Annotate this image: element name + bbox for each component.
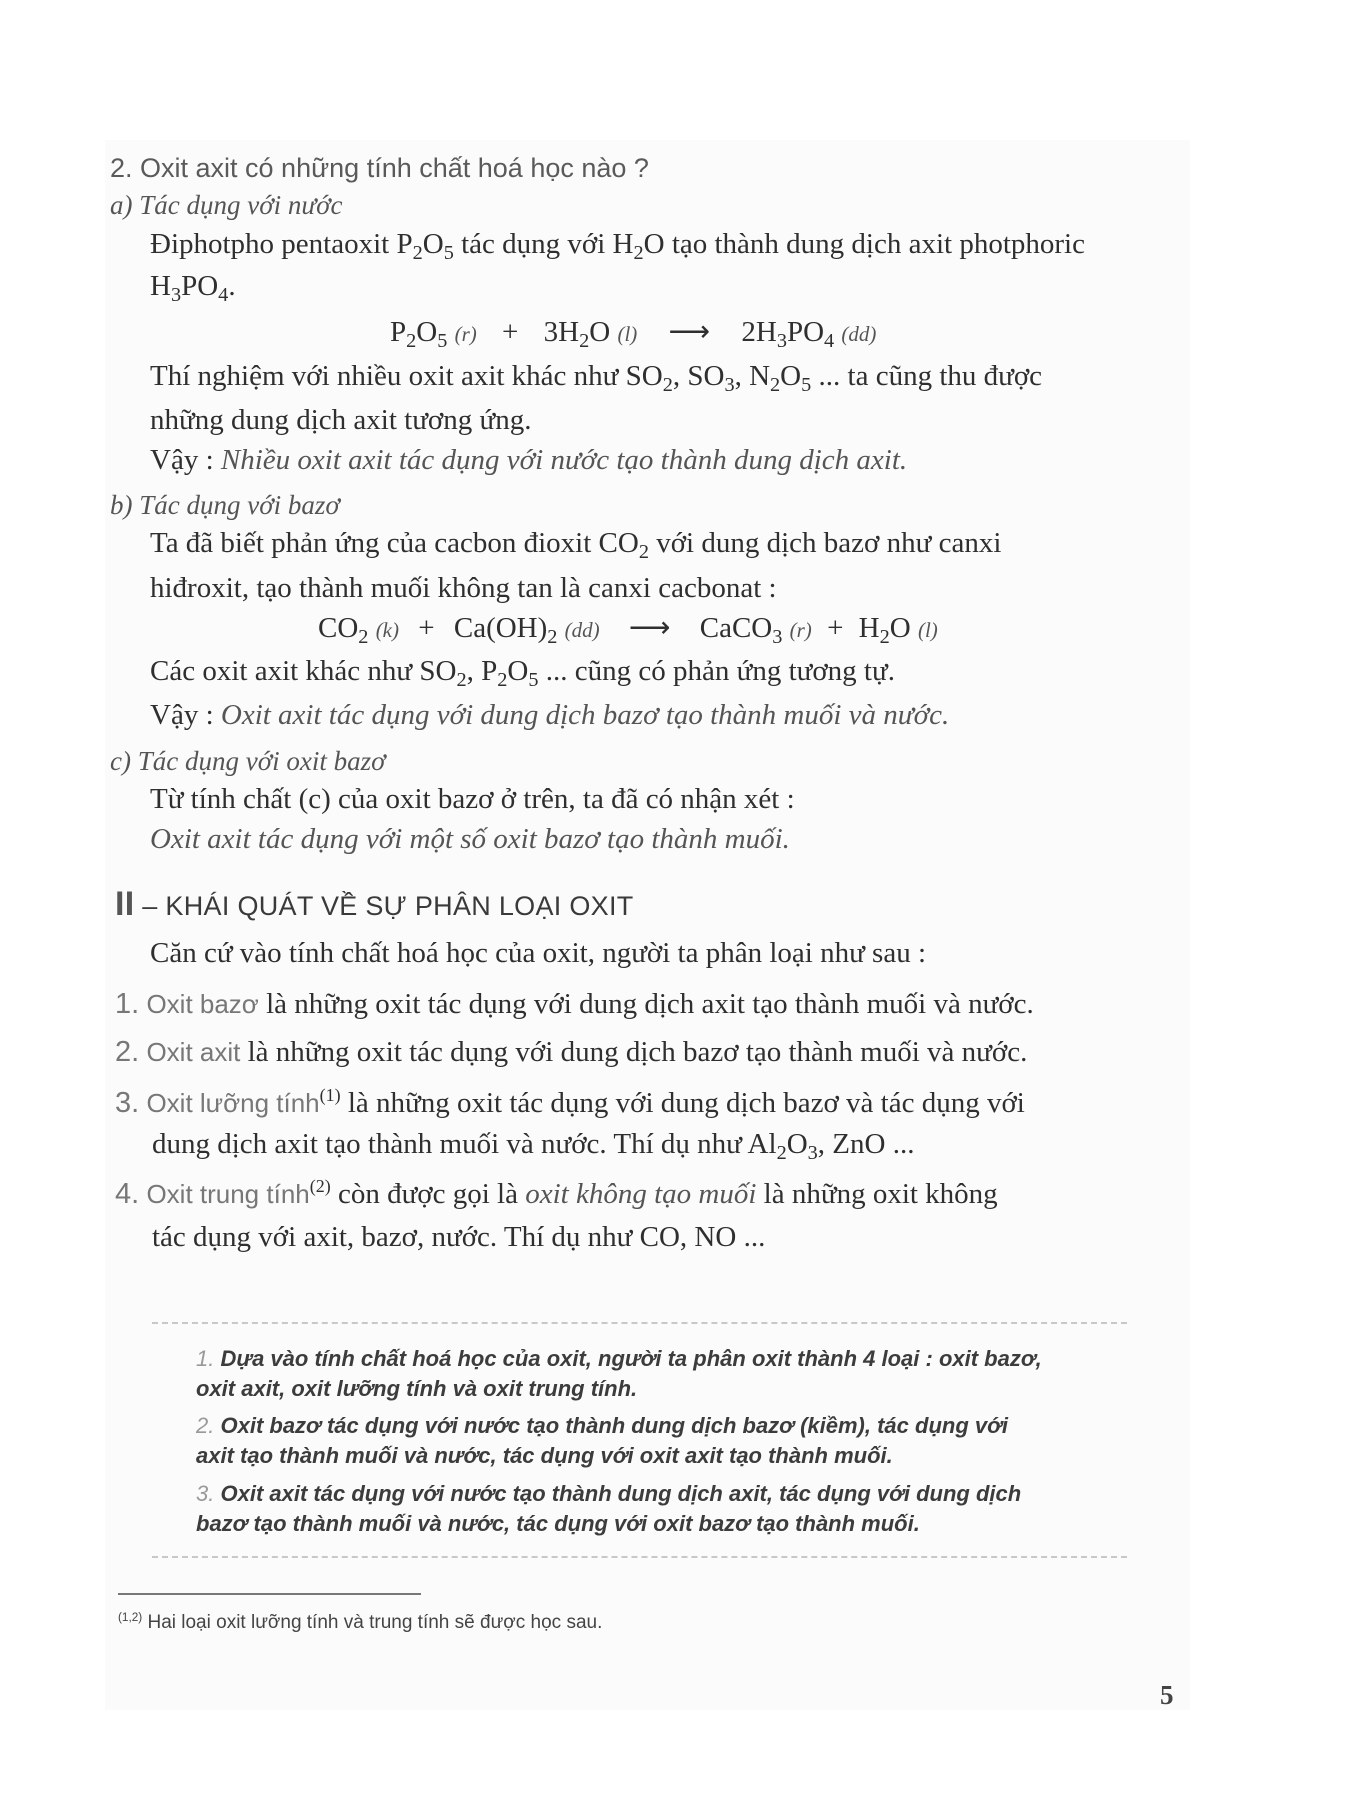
conclusion-a: Vậy : Nhiều oxit axit tác dụng với nước tạo thành dung dịch axit.: [150, 444, 908, 476]
classification-item-4: 4. Oxit trung tính$^{(2)}$ còn được gọi là oxit không tạo muối là những oxit không: [115, 1176, 998, 1210]
section-heading: 2. Oxit axit có những tính chất hoá học nào ?: [110, 153, 649, 183]
paragraph-a-line4: những dung dịch axit tương ứng.: [150, 404, 532, 436]
classification-item-4-line2: tác dụng với axit, bazơ, nước. Thí dụ như CO, NO ...: [152, 1221, 766, 1253]
paragraph-a-line2: $H_3PO_4$.: [150, 270, 236, 307]
equation-a: $P_2O_5$ $(r) + 3H_2O$ (l) ⟶ $2H_3PO_4$ (dd): [390, 316, 877, 353]
section-II-intro: Căn cứ vào tính chất hoá học của oxit, người ta phân loại như sau :: [150, 937, 927, 969]
equation-b: $CO_2$ $(k) + Ca(OH)_2$ (dd) ⟶ CaCO$_3$ $(r) + H_2O$ (l): [318, 612, 938, 649]
conclusion-b: Vậy : Oxit axit tác dụng với dung dịch bazơ tạo thành muối và nước.: [150, 699, 950, 731]
subsection-a-title: a) Tác dụng với nước: [110, 190, 343, 220]
paragraph-c-line2: Oxit axit tác dụng với một số oxit bazơ tạo thành muối.: [150, 823, 790, 855]
footnote: $^{(1,2)}$ Hai loại oxit lưỡng tính và trung tính sẽ được học sau.: [118, 1610, 603, 1633]
paragraph-a-line1: Điphotpho pentaoxit $P_2O_5$ tác dụng với $H_2O$ tạo thành dung dịch axit photphoric: [150, 228, 1085, 265]
classification-item-1: 1. Oxit bazơ là những oxit tác dụng với dung dịch axit tạo thành muối và nước.: [115, 988, 1034, 1020]
summary-item-1-line2: oxit axit, oxit lưỡng tính và oxit trung tính.: [196, 1376, 638, 1401]
summary-item-3: 3. Oxit axit tác dụng với nước tạo thành dung dịch axit, tác dụng với dung dịch: [196, 1481, 1022, 1506]
summary-item-1: 1. Dựa vào tính chất hoá học của oxit, người ta phân oxit thành 4 loại : oxit bazơ,: [196, 1346, 1042, 1371]
paragraph-a-line3: Thí nghiệm với nhiều oxit axit khác như $SO_2$, $SO_3$, $N_2O_5$ ... ta cũng thu được: [150, 360, 1043, 397]
footnote-divider: [118, 1593, 421, 1595]
subsection-b-title: b) Tác dụng với bazơ: [110, 490, 340, 520]
paragraph-c-line1: Từ tính chất (c) của oxit bazơ ở trên, ta đã có nhận xét :: [150, 783, 795, 815]
paragraph-b-line3: Các oxit axit khác như $SO_2$, $P_2O_5$ ... cũng có phản ứng tương tự.: [150, 655, 895, 692]
classification-item-2: 2. Oxit axit là những oxit tác dụng với dung dịch bazơ tạo thành muối và nước.: [115, 1036, 1028, 1068]
paragraph-b-line2: hiđroxit, tạo thành muối không tan là canxi cacbonat :: [150, 572, 777, 604]
section-II-title: II – KHÁI QUÁT VỀ SỰ PHÂN LOẠI OXIT: [115, 885, 634, 923]
page-number: 5: [1160, 1680, 1174, 1710]
summary-item-2-line2: axit tạo thành muối và nước, tác dụng với oxit axit tạo thành muối.: [196, 1443, 893, 1468]
summary-item-3-line2: bazơ tạo thành muối và nước, tác dụng với oxit bazơ tạo thành muối.: [196, 1511, 920, 1536]
classification-item-3: 3. Oxit lưỡng tính$^{(1)}$ là những oxit tác dụng với dung dịch bazơ và tác dụng với: [115, 1085, 1025, 1119]
subsection-c-title: c) Tác dụng với oxit bazơ: [110, 746, 386, 776]
summary-item-2: 2. Oxit bazơ tác dụng với nước tạo thành dung dịch bazơ (kiềm), tác dụng với: [196, 1413, 1008, 1438]
classification-item-3-line2: dung dịch axit tạo thành muối và nước. Thí dụ như $Al_2O_3$, ZnO ...: [152, 1128, 915, 1165]
paragraph-b-line1: Ta đã biết phản ứng của cacbon đioxit $CO_2$ với dung dịch bazơ như canxi: [150, 527, 1002, 564]
